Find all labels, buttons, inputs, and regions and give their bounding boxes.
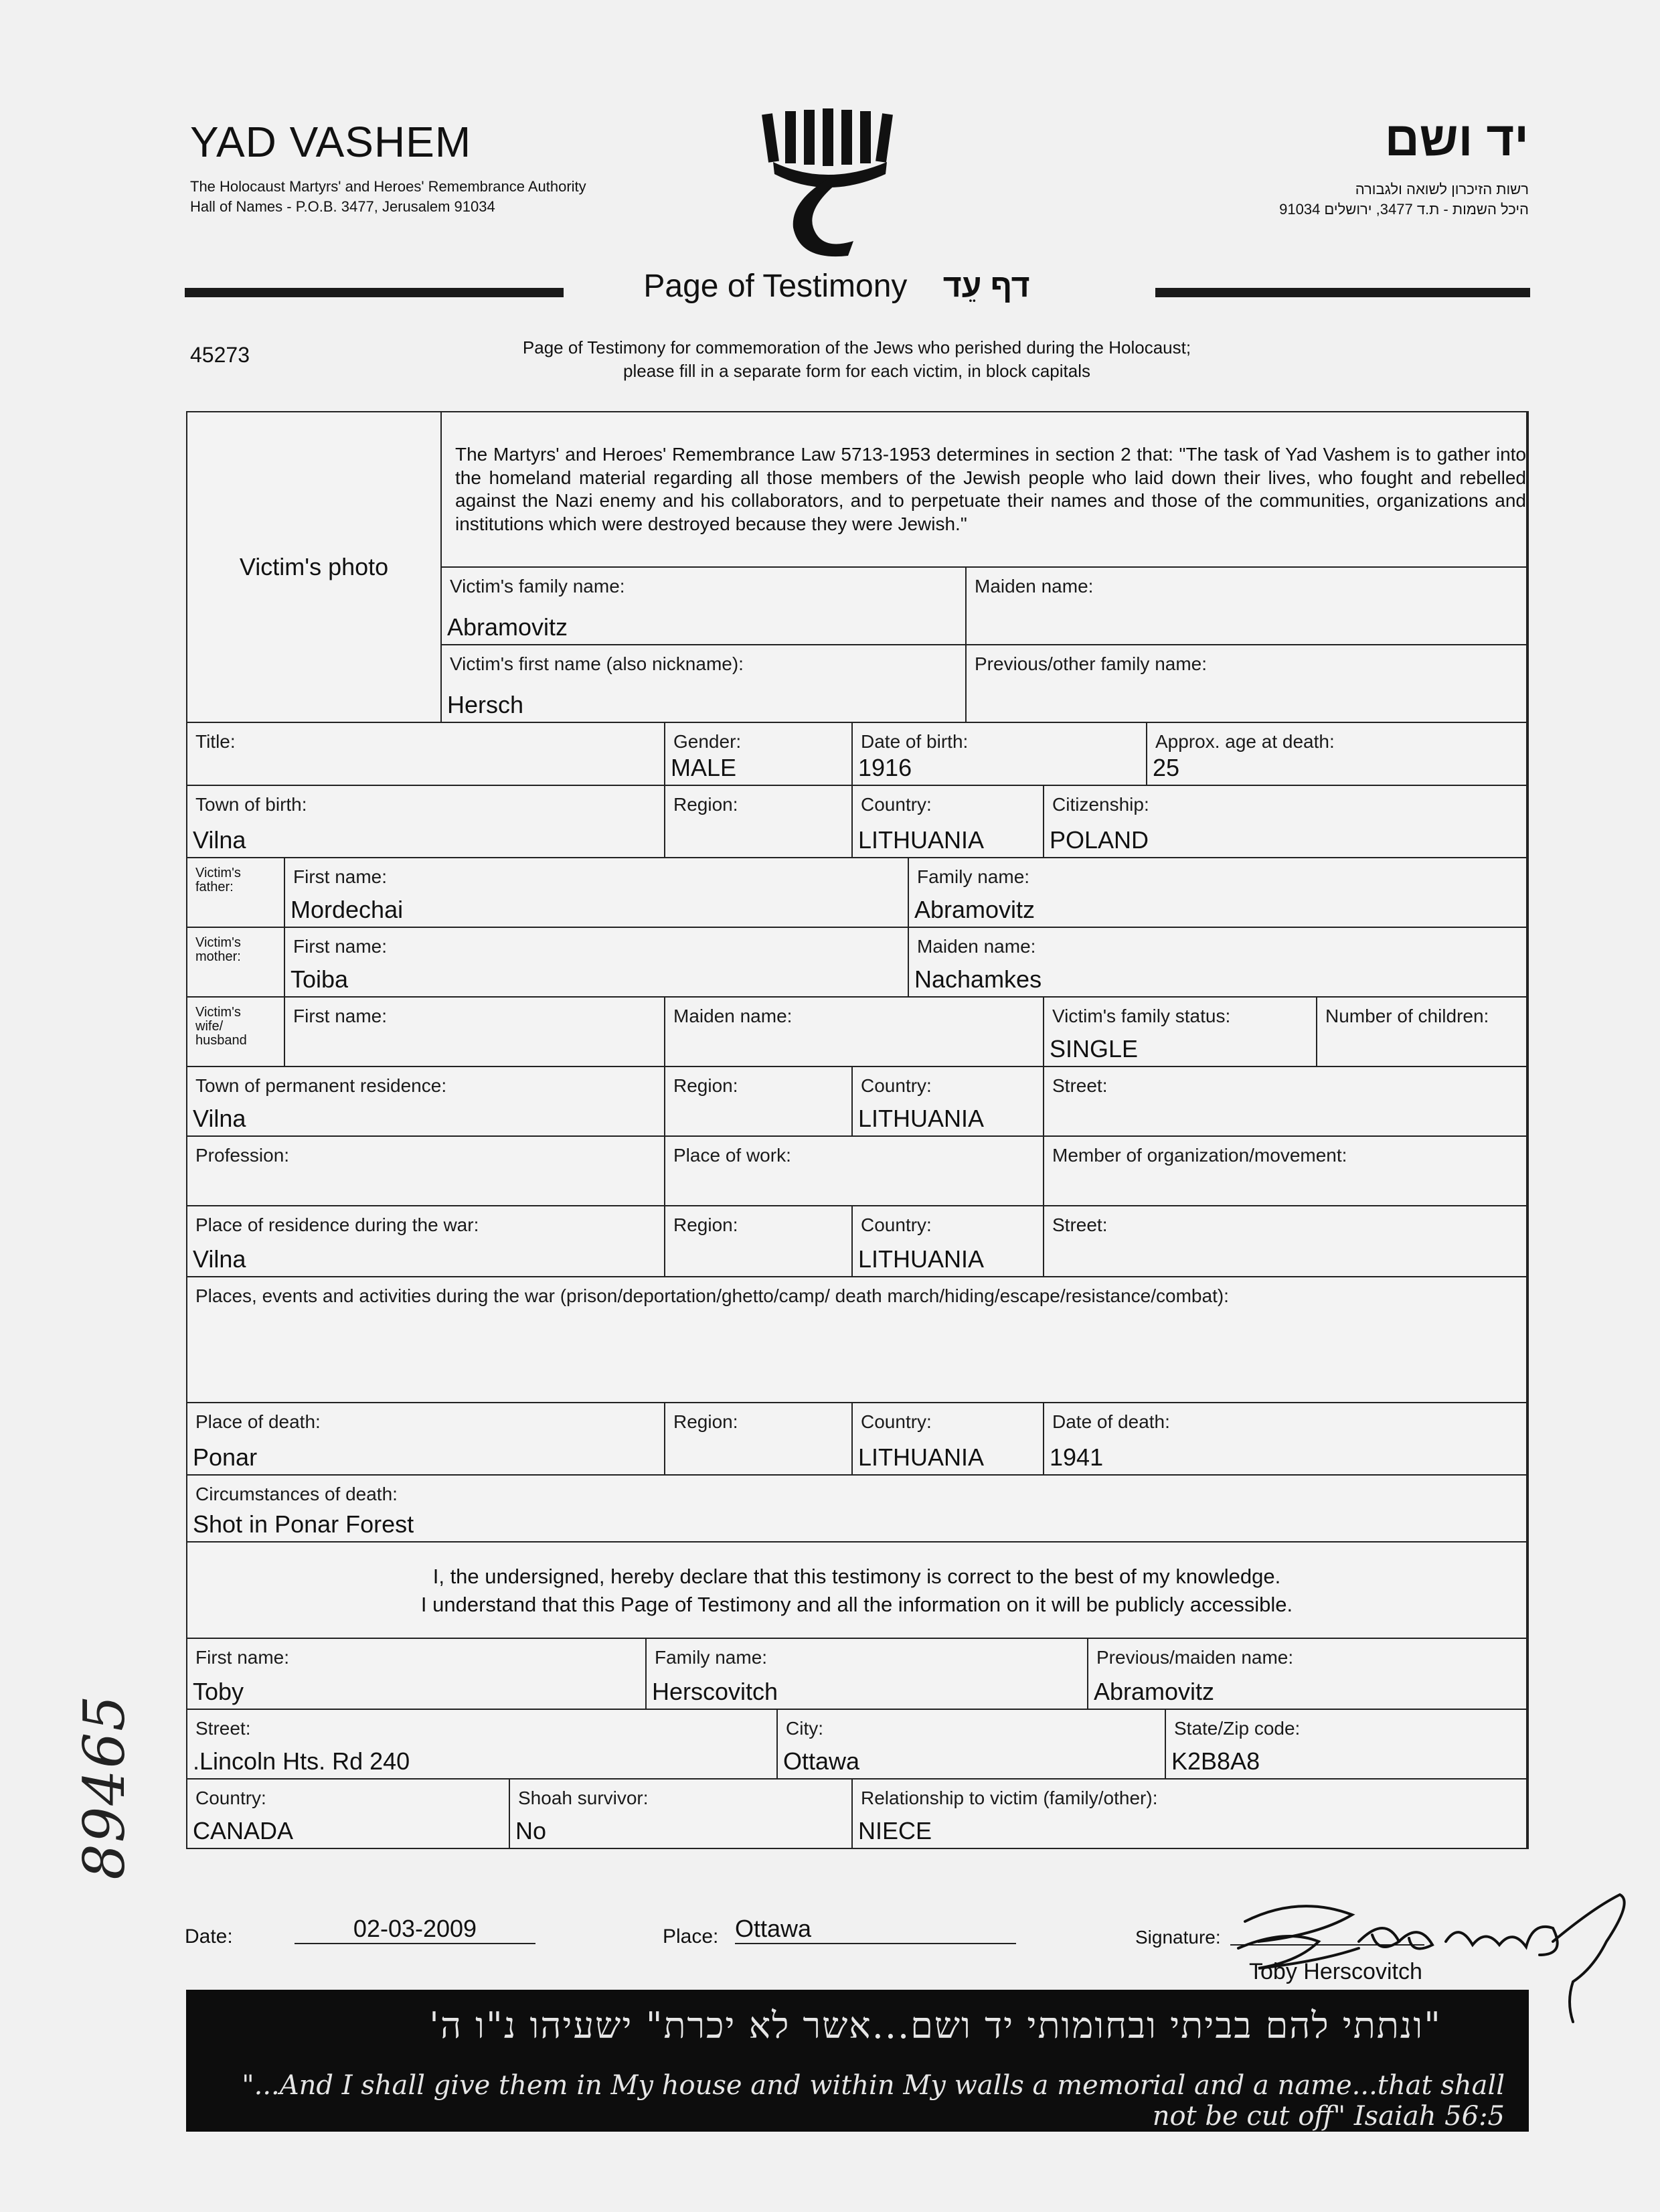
- submitter-first-name-field[interactable]: [187, 1639, 647, 1710]
- war-residence-label: Place of residence during the war:: [195, 1214, 479, 1235]
- death-country-field[interactable]: [853, 1403, 1044, 1476]
- permanent-residence-value: Vilna: [193, 1105, 246, 1132]
- testimony-form: [186, 411, 1529, 1849]
- circumstances-of-death-field[interactable]: [187, 1476, 1527, 1543]
- number-of-children-field[interactable]: [1317, 998, 1527, 1067]
- submitter-country-field[interactable]: [187, 1780, 510, 1849]
- signature-label: Signature:: [1135, 1927, 1221, 1948]
- victim-previous-family-name-label: Previous/other family name:: [975, 653, 1208, 674]
- quote-banner: [186, 1990, 1529, 2132]
- page-title-en: Page of Testimony: [643, 268, 908, 304]
- victim-first-name-value: Hersch: [447, 691, 524, 718]
- birth-region-label: Region:: [673, 794, 738, 815]
- circumstances-of-death-label: Circumstances of death:: [195, 1484, 398, 1504]
- date-of-death-value: 1941: [1050, 1443, 1104, 1471]
- victim-family-name-value: Abramovitz: [447, 613, 568, 641]
- victim-maiden-name-field[interactable]: [967, 568, 1527, 645]
- war-country-field[interactable]: [853, 1206, 1044, 1277]
- submitter-first-name-label: First name:: [195, 1647, 290, 1668]
- org-address-he: היכל השמות - ת.ד 3477, ירושלים 91034: [1279, 200, 1529, 218]
- profession-label: Profession:: [195, 1145, 290, 1166]
- submitter-street-label: Street:: [195, 1718, 251, 1739]
- citizenship-field[interactable]: [1044, 786, 1527, 858]
- submitter-family-name-value: Herscovitch: [652, 1678, 778, 1705]
- mother-maiden-name-value: Nachamkes: [914, 965, 1042, 993]
- mother-maiden-name-field[interactable]: [909, 928, 1527, 998]
- father-family-name-label: Family name:: [917, 866, 1030, 887]
- residence-country-field[interactable]: [853, 1067, 1044, 1137]
- banner-hebrew-quote: "ונתתי להם בביתי ובחומותי יד ושם...אשר לא יכרת" ישעיהו נ"ו ה': [429, 2004, 1442, 2047]
- intro-line-1: Page of Testimony for commemoration of the Jews who perished during the Holocaust;: [522, 337, 1191, 358]
- page-title-he: דף עֵד: [942, 268, 1030, 304]
- citizenship-value: POLAND: [1050, 826, 1149, 854]
- footer-date-label: Date:: [185, 1925, 233, 1948]
- relationship-field[interactable]: [853, 1780, 1527, 1849]
- victim-family-name-label: Victim's family name:: [450, 576, 625, 597]
- gender-value: MALE: [671, 754, 737, 781]
- spouse-first-name-label: First name:: [293, 1006, 388, 1026]
- law-text-box: [442, 412, 1527, 568]
- citizenship-label: Citizenship:: [1052, 794, 1149, 815]
- intro-text: [435, 336, 1278, 383]
- submitter-family-name-label: Family name:: [655, 1647, 768, 1668]
- residence-street-label: Street:: [1052, 1075, 1108, 1096]
- father-first-name-label: First name:: [293, 866, 388, 887]
- submitter-street-field[interactable]: [187, 1710, 778, 1780]
- date-of-birth-label: Date of birth:: [861, 731, 969, 752]
- death-region-field[interactable]: [665, 1403, 853, 1476]
- banner-english-quote: "...And I shall give them in My house and within My walls a memorial and a name...that shall not be cut off" Isaiah 56:5: [242, 2070, 1505, 2132]
- father-first-name-value: Mordechai: [290, 896, 404, 923]
- birth-region-field[interactable]: [665, 786, 853, 858]
- date-of-birth-value: 1916: [858, 754, 912, 781]
- gender-field[interactable]: [665, 723, 853, 786]
- town-of-birth-value: Vilna: [193, 826, 246, 854]
- handwritten-reference-number: 89465: [72, 1694, 137, 1880]
- shoah-survivor-field[interactable]: [510, 1780, 853, 1849]
- place-of-death-field[interactable]: [187, 1403, 665, 1476]
- submitter-city-label: City:: [786, 1718, 823, 1739]
- war-street-field[interactable]: [1044, 1206, 1527, 1277]
- place-of-death-value: Ponar: [193, 1443, 258, 1471]
- father-first-name-field[interactable]: [285, 858, 909, 928]
- submitter-zip-label: State/Zip code:: [1174, 1718, 1301, 1739]
- victim-maiden-name-label: Maiden name:: [975, 576, 1094, 597]
- spouse-maiden-name-label: Maiden name:: [673, 1006, 793, 1026]
- heading-rule-right: [1155, 288, 1530, 297]
- org-address-en: Hall of Names - P.O.B. 3477, Jerusalem 91034: [190, 198, 495, 215]
- spouse-first-name-field[interactable]: [285, 998, 665, 1067]
- war-residence-value: Vilna: [193, 1245, 246, 1273]
- submitter-city-value: Ottawa: [783, 1747, 860, 1775]
- org-subtitle-he-1: רשות הזיכרון לשואה ולגבורה: [1355, 181, 1529, 198]
- place-of-death-label: Place of death:: [195, 1411, 321, 1432]
- mother-first-name-value: Toiba: [290, 965, 349, 993]
- war-country-value: LITHUANIA: [858, 1245, 985, 1273]
- date-of-birth-field[interactable]: [853, 723, 1147, 786]
- mother-side-label-box: [187, 928, 285, 998]
- org-name-he: יד ושם: [1384, 112, 1529, 166]
- birth-country-label: Country:: [861, 794, 932, 815]
- date-of-death-field[interactable]: [1044, 1403, 1527, 1476]
- father-side-label-box: [187, 858, 285, 928]
- victim-photo-label: Victim's photo: [239, 553, 389, 580]
- victim-previous-family-name-field[interactable]: [967, 645, 1527, 723]
- family-status-label: Victim's family status:: [1052, 1006, 1231, 1026]
- law-text: The Martyrs' and Heroes' Remembrance Law 5713-1953 determines in section 2 that: "The task of Yad Vashem is to gather into the homeland material regarding all those members of the Jewish people who laid down their lives, who fought and rebelled against the Nazi enemy and his collaborators, and to perpetuate their names and those of the communities, organizations and institutions which were destroyed because they were Jewish.": [455, 444, 1526, 535]
- place-of-work-field[interactable]: [665, 1137, 1044, 1206]
- spouse-side-label-box: [187, 998, 285, 1067]
- submitter-country-label: Country:: [195, 1788, 266, 1808]
- victim-photo-box[interactable]: [187, 412, 442, 723]
- org-header-he: [1279, 112, 1529, 219]
- title-field[interactable]: [187, 723, 665, 786]
- residence-street-field[interactable]: [1044, 1067, 1527, 1137]
- war-events-field[interactable]: [187, 1277, 1527, 1403]
- shoah-survivor-label: Shoah survivor:: [518, 1788, 649, 1808]
- org-header-en: [190, 118, 586, 216]
- age-at-death-field[interactable]: [1147, 723, 1527, 786]
- permanent-residence-field[interactable]: [187, 1067, 665, 1137]
- heading-rule-left: [185, 288, 564, 297]
- residence-country-label: Country:: [861, 1075, 932, 1096]
- declaration-text: [187, 1563, 1526, 1619]
- number-of-children-label: Number of children:: [1325, 1006, 1489, 1026]
- victim-first-name-field[interactable]: [442, 645, 967, 723]
- profession-field[interactable]: [187, 1137, 665, 1206]
- yad-vashem-logo-icon: [760, 107, 900, 261]
- victim-first-name-label: Victim's first name (also nickname):: [450, 653, 744, 674]
- organization-member-label: Member of organization/movement:: [1052, 1145, 1347, 1166]
- submitter-street-value: .Lincoln Hts. Rd 240: [193, 1747, 410, 1775]
- relationship-value: NIECE: [858, 1817, 932, 1844]
- death-country-label: Country:: [861, 1411, 932, 1432]
- place-of-work-label: Place of work:: [673, 1145, 791, 1166]
- footer-place-value[interactable]: Ottawa: [735, 1915, 1016, 1944]
- mother-first-name-label: First name:: [293, 936, 388, 957]
- war-street-label: Street:: [1052, 1214, 1108, 1235]
- title-label: Title:: [195, 731, 236, 752]
- org-subtitle-he: [1279, 179, 1529, 219]
- org-subtitle-en-1: The Holocaust Martyrs' and Heroes' Remembrance Authority: [190, 178, 586, 195]
- date-of-death-label: Date of death:: [1052, 1411, 1170, 1432]
- family-status-field[interactable]: [1044, 998, 1317, 1067]
- organization-member-field[interactable]: [1044, 1137, 1527, 1206]
- mother-first-name-field[interactable]: [285, 928, 909, 998]
- birth-country-value: LITHUANIA: [858, 826, 985, 854]
- submitter-first-name-value: Toby: [193, 1678, 244, 1705]
- age-at-death-value: 25: [1153, 754, 1180, 781]
- death-country-value: LITHUANIA: [858, 1443, 985, 1471]
- town-of-birth-field[interactable]: [187, 786, 665, 858]
- circumstances-of-death-value: Shot in Ponar Forest: [193, 1510, 414, 1538]
- residence-region-field[interactable]: [665, 1067, 853, 1137]
- father-family-name-field[interactable]: [909, 858, 1527, 928]
- declaration-line-1: I, the undersigned, hereby declare that this testimony is correct to the best of my knowledge.: [432, 1565, 1281, 1588]
- death-region-label: Region:: [673, 1411, 738, 1432]
- family-status-value: SINGLE: [1050, 1035, 1139, 1062]
- relationship-label: Relationship to victim (family/other):: [861, 1788, 1158, 1808]
- spouse-side-label: Victim's wife/ husband: [195, 1005, 247, 1048]
- footer-place-label: Place:: [663, 1925, 719, 1948]
- submitter-country-value: CANADA: [193, 1817, 294, 1844]
- war-residence-field[interactable]: [187, 1206, 665, 1277]
- shoah-survivor-value: No: [515, 1817, 547, 1844]
- gender-label: Gender:: [673, 731, 742, 752]
- page-title: [602, 268, 1071, 305]
- war-region-label: Region:: [673, 1214, 738, 1235]
- war-events-label: Places, events and activities during the war (prison/deportation/ghetto/camp/ death march/hiding/escape/resistance/combat):: [195, 1285, 1229, 1306]
- father-family-name-value: Abramovitz: [914, 896, 1035, 923]
- submitter-zip-value: K2B8A8: [1171, 1747, 1260, 1775]
- spouse-maiden-name-field[interactable]: [665, 998, 1044, 1067]
- victim-family-name-field[interactable]: [442, 568, 967, 645]
- mother-side-label: Victim's mother:: [195, 935, 241, 964]
- handwritten-reference: [64, 1654, 145, 1895]
- war-region-field[interactable]: [665, 1206, 853, 1277]
- father-side-label: Victim's father:: [195, 866, 241, 894]
- submitter-family-name-field[interactable]: [647, 1639, 1088, 1710]
- residence-country-value: LITHUANIA: [858, 1105, 985, 1132]
- war-country-label: Country:: [861, 1214, 932, 1235]
- declaration-box: [187, 1543, 1527, 1639]
- residence-region-label: Region:: [673, 1075, 738, 1096]
- declaration-line-2: I understand that this Page of Testimony and all the information on it will be publicly accessible.: [420, 1592, 1293, 1616]
- mother-maiden-name-label: Maiden name:: [917, 936, 1036, 957]
- footer-date-value[interactable]: 02-03-2009: [295, 1915, 535, 1944]
- intro-line-2: please fill in a separate form for each victim, in block capitals: [623, 361, 1090, 382]
- org-name-en: YAD VASHEM: [190, 118, 472, 166]
- age-at-death-label: Approx. age at death:: [1155, 731, 1335, 752]
- signer-name: Toby Herscovitch: [1249, 1959, 1422, 1984]
- org-subtitle-en: [190, 177, 586, 216]
- town-of-birth-label: Town of birth:: [195, 794, 307, 815]
- submitter-previous-name-field[interactable]: [1088, 1639, 1527, 1710]
- submitter-zip-field[interactable]: [1166, 1710, 1527, 1780]
- birth-country-field[interactable]: [853, 786, 1044, 858]
- submitter-previous-name-value: Abramovitz: [1094, 1678, 1215, 1705]
- submitter-city-field[interactable]: [778, 1710, 1166, 1780]
- permanent-residence-label: Town of permanent residence:: [195, 1075, 447, 1096]
- record-number: 45273: [190, 343, 250, 367]
- submitter-previous-name-label: Previous/maiden name:: [1096, 1647, 1294, 1668]
